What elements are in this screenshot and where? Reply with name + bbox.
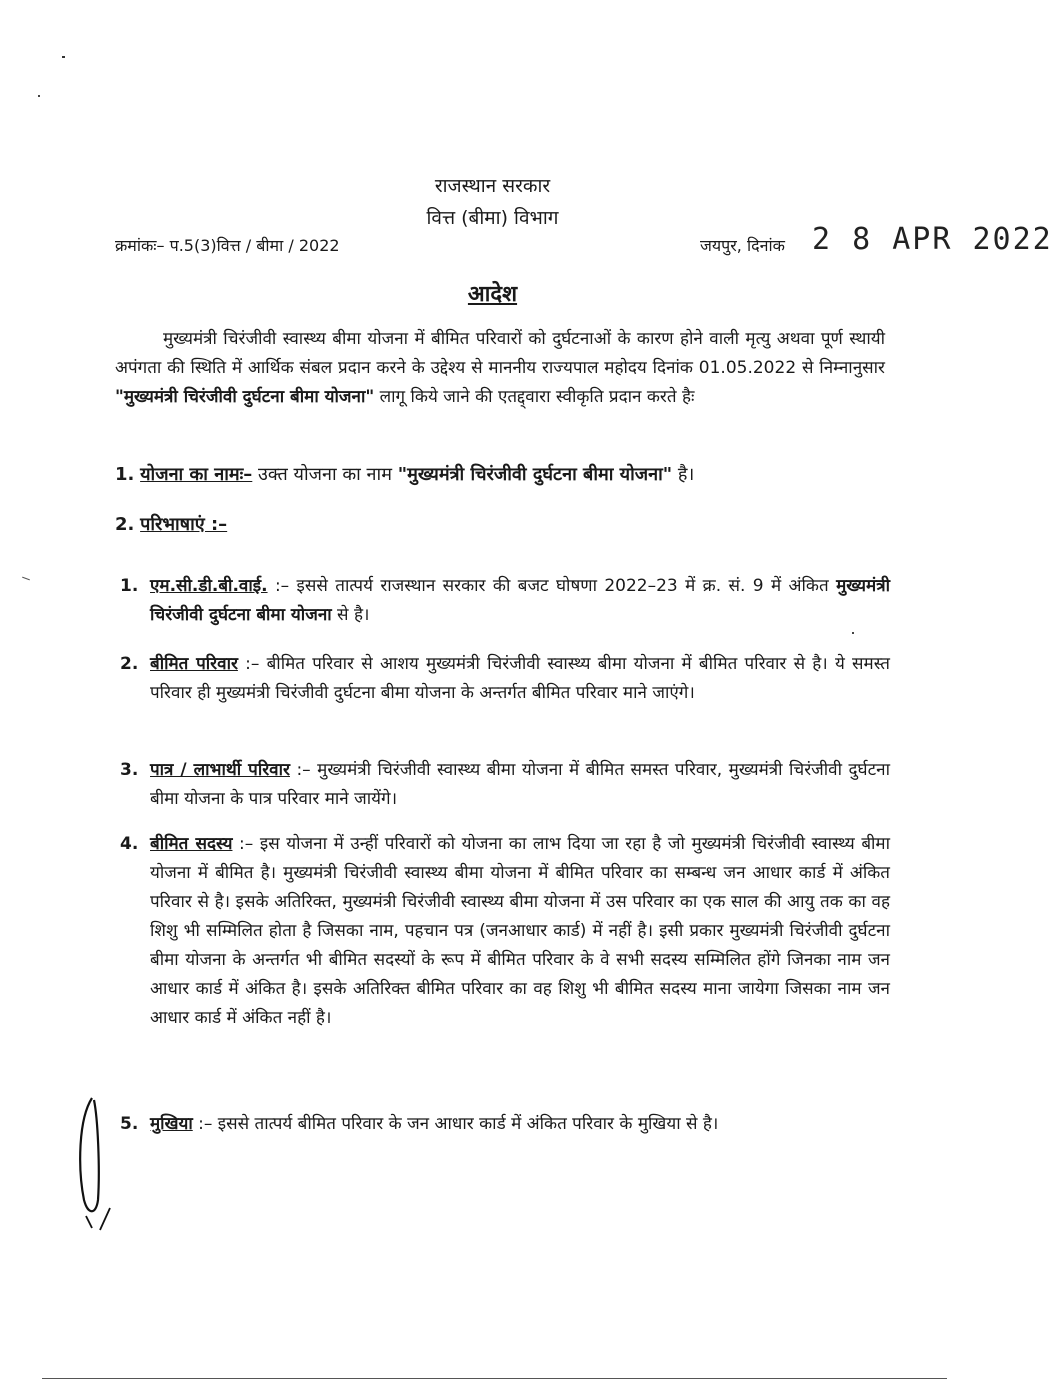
item-text-end: से है। xyxy=(331,605,370,625)
scan-speck xyxy=(38,95,40,97)
section-number: 2. xyxy=(115,514,135,535)
section-heading: परिभाषाएं :– xyxy=(140,514,228,535)
item-text: :– मुख्यमंत्री चिरंजीवी स्वास्थ्य बीमा योजना में बीमित समस्त परिवार, मुख्यमंत्री चिरंजीवी दुर्घटना बीमा योजना के पात्र परिवार माने जायेंगे। xyxy=(150,760,890,809)
item-text: :– इससे तात्पर्य राजस्थान सरकार की बजट घोषणा 2022–23 में क्र. सं. 9 में अंकित xyxy=(267,576,837,596)
section-number: 1. xyxy=(115,464,135,485)
item-text: :– बीमित परिवार से आशय मुख्यमंत्री चिरंजीवी स्वास्थ्य बीमा योजना में बीमित परिवार से है। ये समस्त परिवार ही मुख्यमंत्री चिरंजीवी दुर्घटना बीमा योजना के अन्तर्गत बीमित परिवार माने जाएंगे। xyxy=(150,654,891,703)
intro-text: मुख्यमंत्री चिरंजीवी स्वास्थ्य बीमा योजना में बीमित परिवारों को दुर्घटनाओं के कारण होने वाली मृत्यु अथवा पूर्ण स्थायी अपंगता की स्थिति में आर्थिक संबल प्रदान करने के उद्देश्य से माननीय राज्यपाल महोदय दिनांक 01.05.2022 से निम्नानुसार xyxy=(115,329,885,378)
section-heading: योजना का नामः– xyxy=(140,464,253,485)
reference-number: क्रमांकः– प.5(3)वित्त / बीमा / 2022 xyxy=(115,236,340,255)
item-text: :– इस योजना में उन्हीं परिवारों को योजना का लाभ दिया जा रहा है जो मुख्यमंत्री चिरंजीवी स्वास्थ्य बीमा योजना में बीमित है। मुख्यमंत्री चिरंजीवी स्वास्थ्य बीमा योजना में बीमित परिवार का सम्बन्ध जन आधार कार्ड में अंकित परिवार से है। इसके अतिरिक्त, मुख्यमंत्री चिरंजीवी स्वास्थ्य बीमा योजना में उस परिवार का एक साल की आयु तक का वह शिशु भी सम्मिलित होता है जिसका नाम, पहचान पत्र (जनआधार कार्ड) में नहीं है। इसी प्रकार मुख्यमंत्री चिरंजीवी दुर्घटना बीमा योजना के अन्तर्गत भी बीमित सदस्यों के रूप में बीमित परिवार के वे सभी सदस्य सम्मिलित होंगे जिनका नाम जन आधार कार्ड में अंकित है। इसके अतिरिक्त बीमित परिवार का वह शिशु भी बीमित सदस्य माना जायेगा जिसका नाम जन आधार कार्ड में अंकित नहीं है। xyxy=(150,834,890,1028)
item-text: :– इससे तात्पर्य बीमित परिवार के जन आधार कार्ड में अंकित परिवार के मुखिया से है। xyxy=(192,1114,719,1134)
item-term: एम.सी.डी.बी.वाई. xyxy=(150,576,268,596)
item-number: 4. xyxy=(120,834,139,854)
intro-text-end: लागू किये जाने की एतद्द्वारा स्वीकृति प्रदान करते हैः xyxy=(374,387,695,407)
definition-item xyxy=(120,572,890,630)
section-scheme-name xyxy=(115,460,885,489)
item-term: बीमित सदस्य xyxy=(150,834,233,854)
section-definitions xyxy=(115,510,885,539)
item-number: 2. xyxy=(120,654,139,674)
handwritten-bracket-mark xyxy=(70,1090,120,1240)
scan-speck xyxy=(22,577,30,581)
item-term: पात्र / लाभार्थी परिवार xyxy=(150,760,290,780)
item-term: मुखिया xyxy=(150,1114,193,1134)
item-number: 3. xyxy=(120,760,139,780)
definition-item xyxy=(120,650,890,708)
item-number: 1. xyxy=(120,576,139,596)
definition-item xyxy=(120,830,890,1033)
section-scheme-title: "मुख्यमंत्री चिरंजीवी दुर्घटना बीमा योजना" xyxy=(397,464,673,485)
date-stamp: 2 8 APR 2022 xyxy=(812,222,1053,257)
intro-paragraph xyxy=(115,325,885,412)
section-text: उक्त योजना का नाम xyxy=(252,464,398,485)
definition-item xyxy=(120,1110,890,1139)
item-bold-text: मुख्यमंत्री चिरंजीवी दुर्घटना बीमा योजना xyxy=(150,576,890,625)
bottom-rule xyxy=(42,1378,947,1379)
place-date-label: जयपुर, दिनांक xyxy=(700,236,785,255)
scan-speck xyxy=(62,56,65,58)
scan-speck xyxy=(852,632,854,634)
department-heading: वित्त (बीमा) विभाग xyxy=(426,207,559,229)
order-title: आदेश xyxy=(467,282,518,307)
intro-scheme-name: "मुख्यमंत्री चिरंजीवी दुर्घटना बीमा योजना" xyxy=(115,387,375,407)
definition-item xyxy=(120,756,890,814)
item-term: बीमित परिवार xyxy=(150,654,238,674)
government-heading: राजस्थान सरकार xyxy=(434,175,551,197)
item-number: 5. xyxy=(120,1114,139,1134)
section-text-end: है। xyxy=(672,464,695,485)
